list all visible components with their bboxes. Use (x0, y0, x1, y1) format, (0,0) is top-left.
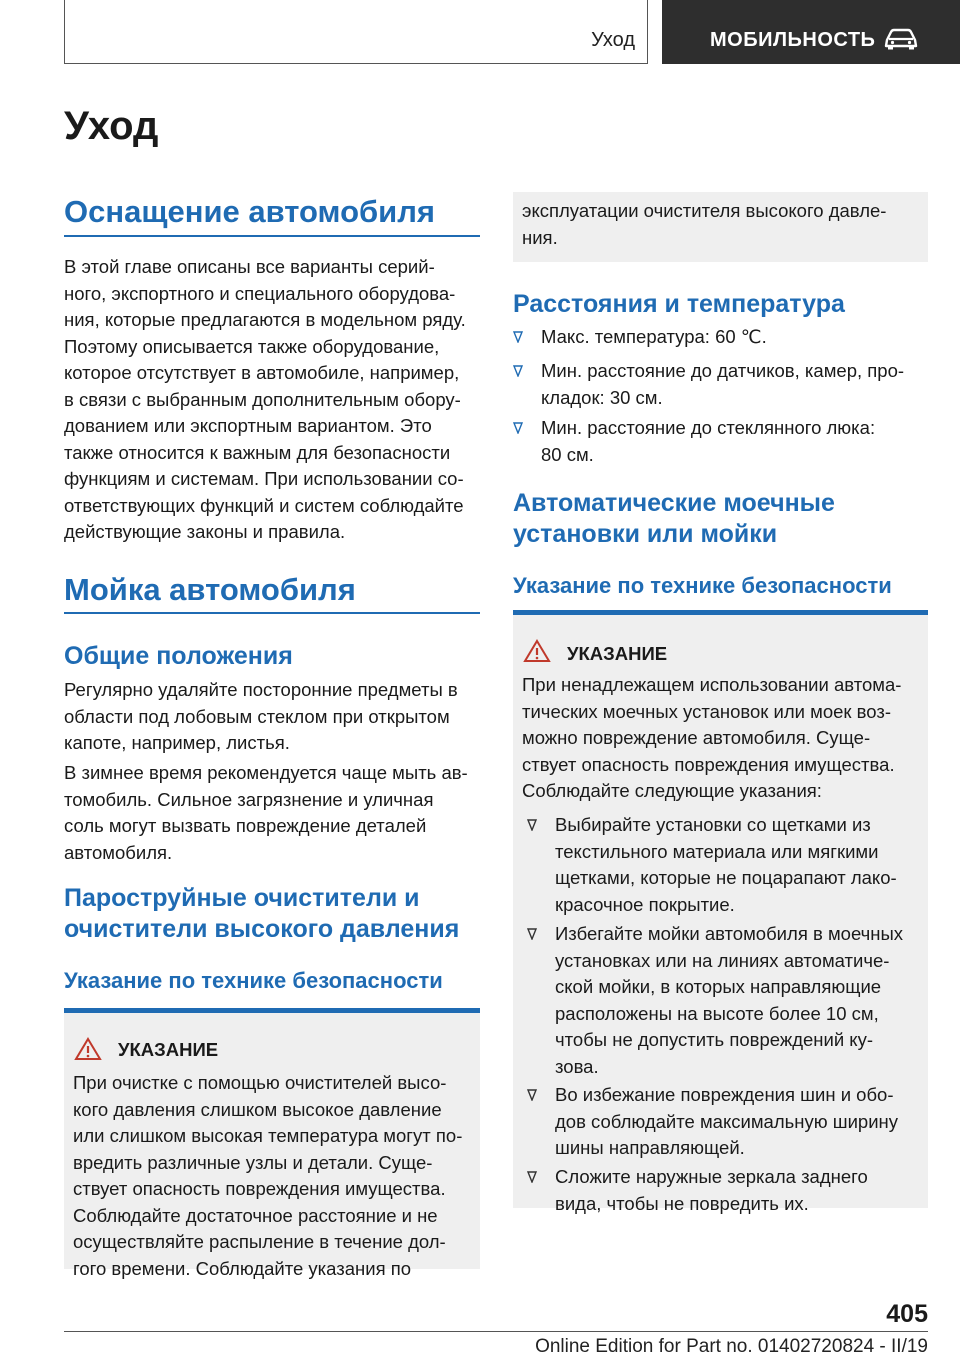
text-line: В зимнее время рекомендуется чаще мыть ав- (64, 762, 468, 783)
text-line: гого времени. Соблюдайте указания по (73, 1257, 412, 1279)
bullet-triangle-icon (527, 819, 537, 831)
text-line: капоте, например, листья. (64, 732, 290, 753)
safety-title-left: Указание по технике безопасности (64, 968, 443, 993)
general-paragraph-2 (64, 760, 484, 866)
bullet-triangle-icon (513, 365, 523, 377)
text-line: Мин. расстояние до датчиков, камер, про- (541, 360, 905, 381)
warning-box-left (64, 1008, 480, 1279)
safety-title-right: Указание по технике безопасности (513, 573, 892, 598)
section-title-wash: Мойка автомобиля (64, 572, 356, 607)
text-line: осуществляйте распыление в течение дол- (73, 1231, 446, 1252)
subsection-title-distances: Расстояния и температура (513, 290, 845, 318)
footer-edition: Online Edition for Part no. 01402720824 - II/19 (535, 1336, 928, 1357)
text-line: ния. (522, 226, 558, 248)
text-line: эксплуатации очистителя высокого давле- (522, 200, 887, 221)
text-line: установках или на линиях автоматиче- (555, 949, 890, 971)
warning-text (522, 672, 918, 805)
text-line: Регулярно удаляйте посторонние предметы в (64, 679, 458, 700)
text-line: вида, чтобы не повредить их. (555, 1192, 809, 1214)
footer-rule (64, 1331, 928, 1332)
title-line: Автоматические моечные (513, 489, 835, 517)
text-line: дов соблюдайте максимальную ширину (555, 1110, 899, 1132)
warning-icon (74, 1037, 102, 1061)
subsection-title-steam (64, 883, 484, 945)
header-chapter-tab (662, 0, 960, 64)
header-section-title: Уход (591, 29, 635, 51)
text-line: кого давления слишком высокое давление (73, 1098, 442, 1120)
section-rule (64, 612, 480, 614)
text-line: Поэтому описывается также оборудование, (64, 335, 440, 357)
warning-continuation-box (513, 192, 928, 262)
text-line: щетками, которые не поцарапают лако- (555, 867, 897, 888)
text-line: красочное покрытие. (555, 893, 735, 915)
general-paragraph-1 (64, 677, 484, 757)
text-line: текстильного материала или мягкими (555, 840, 879, 862)
text-line: кладок: 30 см. (541, 386, 663, 408)
text-line: При очистке с помощью очистителей высо- (73, 1072, 447, 1093)
text-line: ствует опасность повреждения имущества. (73, 1178, 446, 1199)
text-line: ответствующих функций и систем соблюдайте (64, 494, 464, 516)
text-line: Во избежание повреждения шин и обо- (555, 1084, 894, 1105)
text-line: чтобы не допустить повреждений ку- (555, 1029, 874, 1050)
text-line: функциям и системам. При использовании со- (64, 468, 464, 489)
section-title-equipment: Оснащение автомобиля (64, 194, 435, 229)
text-line: 80 см. (541, 443, 594, 465)
equipment-paragraph (64, 254, 484, 546)
text-line: которое отсутствует в автомобиле, например, (64, 362, 460, 383)
text-line: Сложите наружные зеркала заднего (555, 1166, 868, 1187)
text-line: шины направляющей. (555, 1137, 745, 1158)
bullet-triangle-icon (527, 1171, 537, 1183)
text-line: дованием или экспортным вариантом. Это (64, 415, 432, 436)
section-rule (64, 235, 480, 237)
text-line: также относится к важным для безопасности (64, 441, 451, 463)
text-line: Соблюдайте следующие указания: (522, 780, 822, 801)
text-line: В этой главе описаны все варианты серий- (64, 256, 435, 277)
warning-label: УКАЗАНИЕ (118, 1039, 219, 1060)
text-line: в связи с выбранным дополнительным обору- (64, 388, 461, 410)
text-line: томобиль. Сильное загрязнение и уличная (64, 788, 434, 810)
text-line: тических моечных установок или моек воз- (522, 700, 891, 722)
text-line: зова. (555, 1055, 599, 1077)
text-line: Избегайте мойки автомобиля в моечных (555, 923, 904, 944)
warning-box-right (513, 610, 928, 1214)
text-line: вредить различные узлы и детали. Суще- (73, 1151, 433, 1173)
header-section-box (64, 0, 648, 64)
text-line: расположены на высоте более 10 см, (555, 1002, 879, 1024)
bullet-triangle-icon (527, 1089, 537, 1101)
text-line: или слишком высокая температура могут по- (73, 1125, 463, 1146)
text-line: ствует опасность повреждения имущества. (522, 753, 895, 775)
text-line: соль могут вызвать повреждение деталей (64, 815, 427, 836)
text-line: ской мойки, в которых направляющие (555, 976, 882, 997)
continuation-text (522, 198, 886, 251)
text-line: автомобиля. (64, 841, 173, 863)
warning-text (73, 1070, 470, 1282)
header-chapter-label: МОБИЛЬНОСТЬ (710, 29, 876, 51)
title-line: очистители высокого давления (64, 915, 460, 943)
warning-label: УКАЗАНИЕ (567, 643, 668, 664)
page-title: Уход (64, 104, 159, 148)
text-line: ного, экспортного и специального оборудова- (64, 282, 456, 304)
car-icon (884, 28, 918, 50)
bullet-triangle-icon (513, 331, 523, 343)
title-line: Пароструйные очистители и (64, 884, 420, 912)
text-line: области под лобовым стеклом при открытом (64, 705, 450, 727)
warning-icon (523, 639, 551, 663)
text-line: действующие законы и правила. (64, 521, 346, 542)
text-line: ния, которые предлагаются в модельном ряду. (64, 309, 466, 330)
subsection-title-general: Общие положения (64, 642, 293, 670)
bullet-triangle-icon (527, 928, 537, 940)
title-line: установки или мойки (513, 520, 778, 548)
page-number: 405 (886, 1300, 928, 1328)
text-line: Мин. расстояние до стеклянного люка: (541, 417, 876, 438)
text-line: можно повреждение автомобиля. Суще- (522, 727, 871, 748)
text-line: При ненадлежащем использовании автома- (522, 674, 902, 695)
subsection-title-autowash (513, 488, 928, 550)
text-line: Соблюдайте достаточное расстояние и не (73, 1204, 438, 1226)
text-line: Выбирайте установки со щетками из (555, 814, 871, 835)
text-line: Макс. температура: 60 ℃. (541, 326, 767, 347)
bullet-triangle-icon (513, 422, 523, 434)
